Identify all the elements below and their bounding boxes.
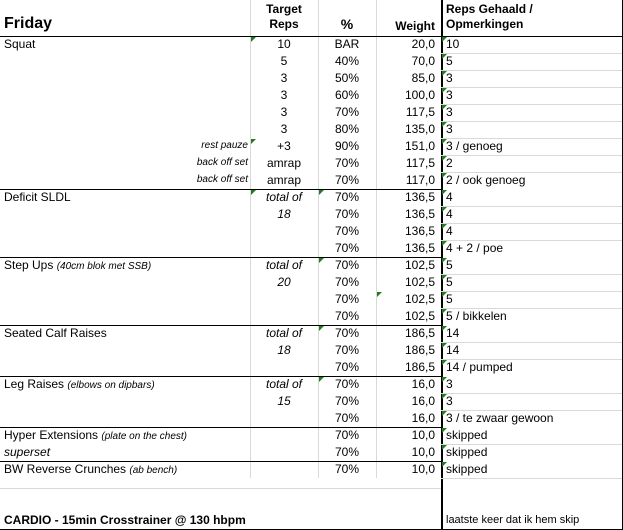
cell-comment-marker — [377, 292, 382, 297]
row-divider — [441, 342, 622, 343]
cell-comment-marker — [442, 139, 447, 144]
cell-comment-marker — [442, 394, 447, 399]
row-divider — [441, 138, 622, 139]
cardio-note: CARDIO - 15min Crosstrainer @ 130 hbpm — [4, 513, 246, 527]
cell-comment-marker — [442, 462, 447, 467]
comment-cell: 4 — [446, 224, 453, 238]
weight-cell: 100,0 — [404, 88, 435, 102]
comment-cell: 3 — [446, 394, 453, 408]
weight-cell: 136,5 — [404, 224, 435, 238]
cell-comment-marker — [442, 428, 447, 433]
weight-cell: 102,5 — [404, 292, 435, 306]
weight-cell: 16,0 — [411, 377, 435, 391]
cell-comment-marker — [442, 343, 447, 348]
set-label: back off set — [196, 174, 248, 185]
cell-comment-marker — [442, 360, 447, 365]
cell-comment-marker — [442, 122, 447, 127]
exercise-cell — [4, 376, 155, 394]
comment-cell: 5 — [446, 54, 453, 68]
weight-cell: 10,0 — [411, 428, 435, 442]
exercise-cell — [4, 461, 177, 479]
comment-cell: 5 — [446, 275, 453, 289]
comment-cell: 2 / ook genoeg — [446, 173, 526, 187]
row-divider — [441, 172, 622, 173]
comment-cell: 3 / genoeg — [446, 139, 503, 153]
weight-cell: 117,5 — [405, 156, 435, 170]
comment-cell: 5 — [446, 258, 453, 272]
comment-cell: 3 — [446, 105, 453, 119]
target-reps-cell: 18 — [277, 343, 291, 357]
set-label: rest pauze — [201, 140, 248, 151]
comment-cell: 2 — [446, 156, 453, 170]
weight-cell: 151,0 — [404, 139, 435, 153]
block-divider — [0, 461, 441, 462]
row-divider — [441, 104, 622, 105]
target-reps-cell: 3 — [280, 105, 288, 119]
weight-cell: 117,5 — [405, 105, 435, 119]
percent-cell: 70% — [334, 241, 360, 255]
percent-cell: 70% — [334, 343, 360, 357]
column-divider — [318, 0, 319, 478]
row-divider — [441, 274, 622, 275]
comment-cell: 3 — [446, 71, 453, 85]
comment-cell: 10 — [446, 37, 460, 51]
cell-comment-marker — [442, 173, 447, 178]
cell-comment-marker — [251, 190, 256, 195]
percent-cell: 80% — [334, 122, 360, 136]
percent-cell: 50% — [334, 71, 360, 85]
target-reps-cell: total of — [265, 326, 303, 340]
target-reps-cell: 3 — [280, 88, 288, 102]
comment-cell: 3 — [446, 88, 453, 102]
target-reps-header-line1: Target — [266, 2, 302, 16]
comment-cell: 4 — [446, 190, 453, 204]
cell-comment-marker — [442, 411, 447, 416]
row-divider — [441, 359, 622, 360]
target-reps-cell: 18 — [277, 207, 291, 221]
row-divider — [441, 87, 622, 88]
exercise-cell — [4, 444, 50, 460]
cell-comment-marker — [319, 190, 324, 195]
reps-done-header-line2: Opmerkingen — [446, 17, 524, 31]
comment-cell: 3 — [446, 122, 453, 136]
comment-cell: 4 — [446, 207, 453, 221]
reps-done-header-line1: Reps Gehaald / — [446, 2, 533, 16]
percent-cell: 60% — [334, 88, 360, 102]
cell-comment-marker — [442, 292, 447, 297]
weight-cell: 186,5 — [404, 343, 435, 357]
cell-comment-marker — [442, 326, 447, 331]
row-divider — [441, 240, 622, 241]
weight-cell: 70,0 — [411, 54, 435, 68]
percent-cell: 70% — [334, 105, 360, 119]
row-divider — [441, 223, 622, 224]
exercise-name: Squat — [4, 37, 36, 51]
percent-cell: 90% — [334, 139, 360, 153]
target-reps-cell: 5 — [280, 54, 288, 68]
weight-cell: 16,0 — [411, 394, 435, 408]
row-divider — [441, 478, 622, 479]
exercise-note: (plate on the chest) — [101, 431, 187, 442]
comment-cell: 5 — [446, 292, 453, 306]
cell-comment-marker — [442, 275, 447, 280]
cell-comment-marker — [442, 71, 447, 76]
percent-cell: 70% — [334, 258, 360, 272]
row-divider — [441, 444, 622, 445]
cell-comment-marker — [251, 37, 256, 42]
day-title: Friday — [4, 15, 53, 32]
percent-cell: 70% — [334, 156, 360, 170]
cell-comment-marker — [442, 377, 447, 382]
percent-cell: 70% — [334, 207, 360, 221]
percent-cell: 70% — [334, 326, 360, 340]
target-reps-header-line2: Reps — [269, 17, 299, 31]
percent-cell: 70% — [334, 309, 360, 323]
weight-cell: 136,5 — [404, 207, 435, 221]
block-divider — [0, 376, 441, 377]
weight-cell: 136,5 — [404, 241, 435, 255]
comment-cell: skipped — [446, 428, 488, 442]
weight-cell: 10,0 — [411, 462, 435, 476]
block-divider — [0, 257, 441, 258]
cell-comment-marker — [319, 377, 324, 382]
set-label: back off set — [196, 157, 248, 168]
percent-cell: 70% — [334, 224, 360, 238]
cell-comment-marker — [319, 258, 324, 263]
row-divider — [441, 70, 622, 71]
percent-cell: BAR — [334, 37, 360, 51]
percent-cell: 40% — [334, 54, 360, 68]
comment-cell: 4 + 2 / poe — [446, 241, 504, 255]
percent-cell: 70% — [334, 275, 360, 289]
target-reps-cell: 3 — [280, 122, 288, 136]
exercise-note: (40cm blok met SSB) — [56, 261, 152, 272]
weight-cell: 186,5 — [404, 326, 435, 340]
cell-comment-marker — [442, 105, 447, 110]
percent-cell: 70% — [334, 394, 360, 408]
row-divider — [441, 410, 622, 411]
cell-comment-marker — [442, 54, 447, 59]
block-divider — [0, 325, 441, 326]
cell-comment-marker — [442, 241, 447, 246]
target-reps-cell: +3 — [277, 139, 291, 153]
target-reps-cell: total of — [265, 190, 303, 204]
target-reps-cell: amrap — [266, 156, 301, 170]
cell-comment-marker — [442, 445, 447, 450]
exercise-cell — [4, 427, 187, 445]
exercise-name: Step Ups — [4, 258, 54, 272]
target-reps-cell: 3 — [280, 71, 288, 85]
header-divider — [0, 36, 623, 37]
exercise-note: (ab bench) — [129, 465, 178, 476]
weight-cell: 117,0 — [405, 173, 435, 187]
comment-cell: skipped — [446, 445, 488, 459]
weight-cell: 135,0 — [404, 122, 435, 136]
target-reps-cell: amrap — [266, 173, 301, 187]
exercise-name: BW Reverse Crunches — [4, 462, 127, 476]
comment-cell: 14 / pumped — [446, 360, 513, 374]
target-reps-cell: total of — [265, 377, 303, 391]
row-divider — [441, 155, 622, 156]
cell-comment-marker — [442, 37, 447, 42]
comment-cell: 14 — [446, 343, 460, 357]
percent-cell: 70% — [334, 428, 360, 442]
weight-cell: 102,5 — [404, 275, 435, 289]
cell-comment-marker — [442, 190, 447, 195]
exercise-name: Seated Calf Raises — [4, 326, 107, 340]
cell-comment-marker — [442, 207, 447, 212]
row-divider — [441, 393, 622, 394]
weight-cell: 136,5 — [404, 190, 435, 204]
cell-comment-marker — [319, 326, 324, 331]
weight-cell: 10,0 — [411, 445, 435, 459]
column-divider — [250, 0, 251, 478]
percent-header: % — [340, 16, 354, 32]
exercise-cell — [4, 325, 107, 341]
row-divider — [441, 53, 622, 54]
percent-cell: 70% — [334, 360, 360, 374]
percent-cell: 70% — [334, 292, 360, 306]
cardio-comment: laatste keer dat ik hem skip — [446, 514, 580, 526]
target-reps-cell: total of — [265, 258, 303, 272]
exercise-name: superset — [4, 445, 51, 459]
percent-cell: 70% — [334, 173, 360, 187]
cell-comment-marker — [442, 309, 447, 314]
weight-cell: 16,0 — [411, 411, 435, 425]
cell-comment-marker — [251, 139, 256, 144]
comment-column-border — [441, 0, 443, 530]
row-divider — [441, 121, 622, 122]
target-reps-cell: 20 — [277, 275, 291, 289]
block-divider — [0, 427, 441, 428]
block-divider — [0, 189, 441, 190]
cell-comment-marker — [442, 258, 447, 263]
comment-cell: 3 / te zwaar gewoon — [446, 411, 554, 425]
target-reps-cell: 15 — [277, 394, 291, 408]
weight-cell: 102,5 — [404, 309, 435, 323]
exercise-cell — [4, 189, 71, 205]
column-divider — [376, 0, 377, 478]
exercise-note: (elbows on dipbars) — [67, 380, 155, 391]
percent-cell: 70% — [334, 190, 360, 204]
cell-comment-marker — [442, 224, 447, 229]
weight-header: Weight — [395, 19, 435, 33]
weight-cell: 102,5 — [404, 258, 435, 272]
weight-cell: 85,0 — [411, 71, 435, 85]
comment-cell: skipped — [446, 462, 488, 476]
cell-comment-marker — [442, 156, 447, 161]
cell-comment-marker — [442, 88, 447, 93]
weight-cell: 20,0 — [411, 37, 435, 51]
percent-cell: 70% — [334, 411, 360, 425]
weight-cell: 186,5 — [404, 360, 435, 374]
percent-cell: 70% — [334, 445, 360, 459]
comment-cell: 14 — [446, 326, 460, 340]
comment-cell: 5 / bikkelen — [446, 309, 507, 323]
row-divider — [441, 308, 622, 309]
exercise-name: Hyper Extensions — [4, 428, 99, 442]
percent-cell: 70% — [334, 462, 360, 476]
footer-spacer-line — [0, 488, 441, 489]
row-divider — [441, 206, 622, 207]
row-divider — [441, 291, 622, 292]
target-reps-cell: 10 — [277, 37, 291, 51]
exercise-name: Deficit SLDL — [4, 190, 71, 204]
exercise-name: Leg Raises — [4, 377, 65, 391]
exercise-cell — [4, 257, 151, 275]
exercise-cell — [4, 36, 35, 52]
percent-cell: 70% — [334, 377, 360, 391]
comment-cell: 3 — [446, 377, 453, 391]
